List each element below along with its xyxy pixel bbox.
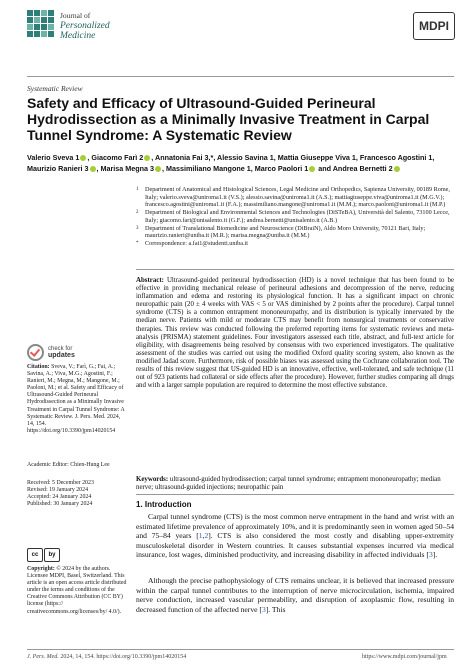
affiliations <box>136 186 454 248</box>
intro-paragraph-2: Although the precise pathophysiology of CTS remains unclear, it is believed that increased pressure within the carpal tunnel contributes to the interruption of nerve microcirculation, ischemia, impaired nerve conduction, increased vascular permeability, and disruption of axoplasmic flow, resulting in decreased function of the affected nerve [3]. This <box>136 576 454 614</box>
affiliation-item: 3 Department of Translational Biomedicine and Neuroscience (DiBraiN), Aldo Moro University, 70121 Bari, Italy; maurizio.ranieri@uniba.it (M.R.); marisa.megna@uniba.it (M.M.) <box>136 224 426 240</box>
copyright-block <box>27 566 127 616</box>
citation-link[interactable]: 3 <box>261 604 266 614</box>
journal-line1: Journal of <box>60 11 91 20</box>
check-updates-icon <box>27 344 44 361</box>
abstract-text: Ultrasound-guided perineural hydrodissection (HD) is a novel technique that has been found to be effective in providing mechanical release of perineural adhesions and decompression of the nerve, reducing inflammation and edema and restoring its physiological function. It has a significant impact on chronic neuropathic pain (20 ± 4 weeks with VAS < 5 or VAS diminished by 2 points after the procedure). Carpal tunnel syndrome (CTS) is a common entrapment mononeuropathy, and its distribution is typically innervated by the median nerve. Patients with mild or moderate CTS may benefit from nonsurgical treatments or conservative therapies. This review was conducted following the preferred reporting items for systematic reviews and meta-analysis (PRISMA) statement guidelines. Four investigators assessed each title, abstract, and full-text article for eligibility, with disagreements being resolved by consensus with two experienced investigators. The qualitative assessment of the studies was carried out using the modified Oxford quality scoring system, also known as the modified Jadad score. Furthermore, risk of possible biases was assessed using the Cochrane collaboration tool. The results of this review suggest that US-guided HD is an innovative, effective, well-tolerated, and safe technique (11 out of 923 patients had collateral or side effects after the procedure). However, further studies comparing all drugs and with a larger sample population are required to determine the most effective substance. <box>136 277 454 390</box>
header-rule <box>27 76 454 77</box>
affiliation-item: 1 Department of Anatomical and Histological Sciences, Legal Medicine and Orthopedics, Sapienza University, 00189 Rome, Italy; valerio.sveva@uniroma1.it (V.S.); alessio.savina@uniroma1.it (A.S.); mattiagiuseppe.viva@uniroma1.it (M.G.V.); francesco.agostini@uniroma1.it (F.A.); massimiliano.mangone@uniroma1.it (M.M.); marco.paoloni@uniroma1.it (M.P.) <box>136 186 450 209</box>
journal-name <box>60 11 110 41</box>
orcid-icon[interactable] <box>90 166 96 172</box>
publisher-logo[interactable]: MDPI <box>413 12 455 40</box>
intro-paragraph-1: Carpal tunnel syndrome (CTS) is the most common nerve entrapment in the hand and wrist with an estimated lifetime prevalence of approximately 10%, and it is predominantly seen in women aged 50–54 and 75–84 years [1,2]. CTS is also considered the most costly and disabling upper-extremity musculoskeletal disorder in Western countries. It causes substantial expenses incurred via medical insurance, lost wages, diminished productivity, and increasing disability in affected individuals [3]. <box>136 512 454 559</box>
author-group-1b: , Giacomo Farì 2 <box>87 153 144 162</box>
keywords-text: ultrasound-guided hydrodissection; carpal tunnel syndrome; entrapment mononeuropathy; median nerve; ultrasound-guided injections; neuropathic pain <box>136 476 441 492</box>
article-title: Safety and Efficacy of Ultrasound-Guided Perineural Hydrodissection as a Minimally Invasive Treatment in Carpal Tunnel Syndrome: A Systematic Review <box>27 95 430 143</box>
journal-line3: Medicine <box>60 31 96 41</box>
author-group-2: Maurizio Ranieri 3 <box>27 164 89 173</box>
cc-license-badge[interactable] <box>27 548 60 562</box>
by-icon: by <box>44 548 60 562</box>
keywords <box>136 476 454 492</box>
author-group-2d: and Andrea Bernetti 2 <box>316 164 393 173</box>
section-heading-introduction: 1. Introduction <box>136 500 192 509</box>
citation-block <box>27 364 127 435</box>
orcid-icon[interactable] <box>394 166 400 172</box>
affiliation-item: 2 Department of Biological and Environmental Sciences and Technologies (DiSTeBA), Università del Salento, 73100 Lecce, Italy; giacomo.fari@unisalento.it (G.F.); andrea.bernetti@unisalento.it (A.B.) <box>136 209 450 224</box>
revised-date: Revised: 19 January 2024 <box>27 487 89 494</box>
journal-line2: Personalized <box>60 21 110 31</box>
orcid-icon[interactable] <box>155 166 161 172</box>
orcid-icon[interactable] <box>80 155 86 161</box>
copyright-text: © 2024 by the authors. Licensee MDPI, Basel, Switzerland. This article is an open access article distributed under the terms and conditions of the Creative Commons Attribution (CC BY) license (https:// creativecommons.org/licenses/by/ 4.0/). <box>27 566 127 615</box>
abstract-label: Abstract: <box>136 277 164 284</box>
dates-block <box>27 480 127 508</box>
keywords-bottom-rule <box>136 494 454 495</box>
received-date: Received: 5 December 2023 <box>27 480 94 486</box>
author-list <box>27 152 452 174</box>
author-group-2b: , Marisa Megna 3 <box>96 164 155 173</box>
citation-text: Sveva, V.; Farì, G.; Fai, A.; Savina, A.; Viva, M.G.; Agostini, F.; Ranieri, M.; Megna, M.; Mangone, M.; Paoloni, M.; et al. Safety and Efficacy of Ultrasound-Guided Perineural Hydrodissection as a Minimally Invasive Treatment in Carpal Tunnel Syndrome: A Systematic Review. J. Pers. Med. 2024, 14, 154. https://doi.org/10.3390/jpm14020154 <box>27 364 125 434</box>
journal-logo <box>27 10 54 37</box>
citation-link[interactable]: 2 <box>204 531 209 540</box>
orcid-icon[interactable] <box>144 155 150 161</box>
check-for-updates[interactable]: check for updates <box>27 344 75 361</box>
published-date: Published: 30 January 2024 <box>27 501 93 508</box>
abstract-top-rule <box>136 269 454 270</box>
author-group-1: Valerio Sveva 1 <box>27 153 80 162</box>
abstract <box>136 277 454 390</box>
footer-journal-url[interactable]: https://www.mdpi.com/journal/jpm <box>362 654 447 660</box>
accepted-date: Accepted: 24 January 2024 <box>27 494 92 501</box>
correspondence: * Correspondence: a.fai1@studenti.uniba.it <box>136 239 248 247</box>
author-group-2c: , Massimiliano Mangone 1, Marco Paolori 1 <box>162 164 309 173</box>
orcid-icon[interactable] <box>309 166 315 172</box>
author-group-1c: , Annatonia Fai 3,*, Alessio Savina 1, Mattia Giuseppe Viva 1, Francesco Agostini 1, <box>151 153 435 162</box>
citation-link[interactable]: 3 <box>428 550 433 559</box>
academic-editor: Academic Editor: Chien-Hung Lee <box>27 462 110 468</box>
keywords-label: Keywords: <box>136 476 169 483</box>
citation-link[interactable]: 1 <box>198 531 203 540</box>
cc-icon: cc <box>27 548 43 562</box>
article-type: Systematic Review <box>27 84 83 93</box>
footer-citation: J. Pers. Med. 2024, 14, 154. https://doi.org/10.3390/jpm14020154 <box>27 654 187 660</box>
citation-label: Citation: <box>27 364 50 370</box>
copyright-label: Copyright: <box>27 566 55 572</box>
footer-rule <box>27 649 454 650</box>
